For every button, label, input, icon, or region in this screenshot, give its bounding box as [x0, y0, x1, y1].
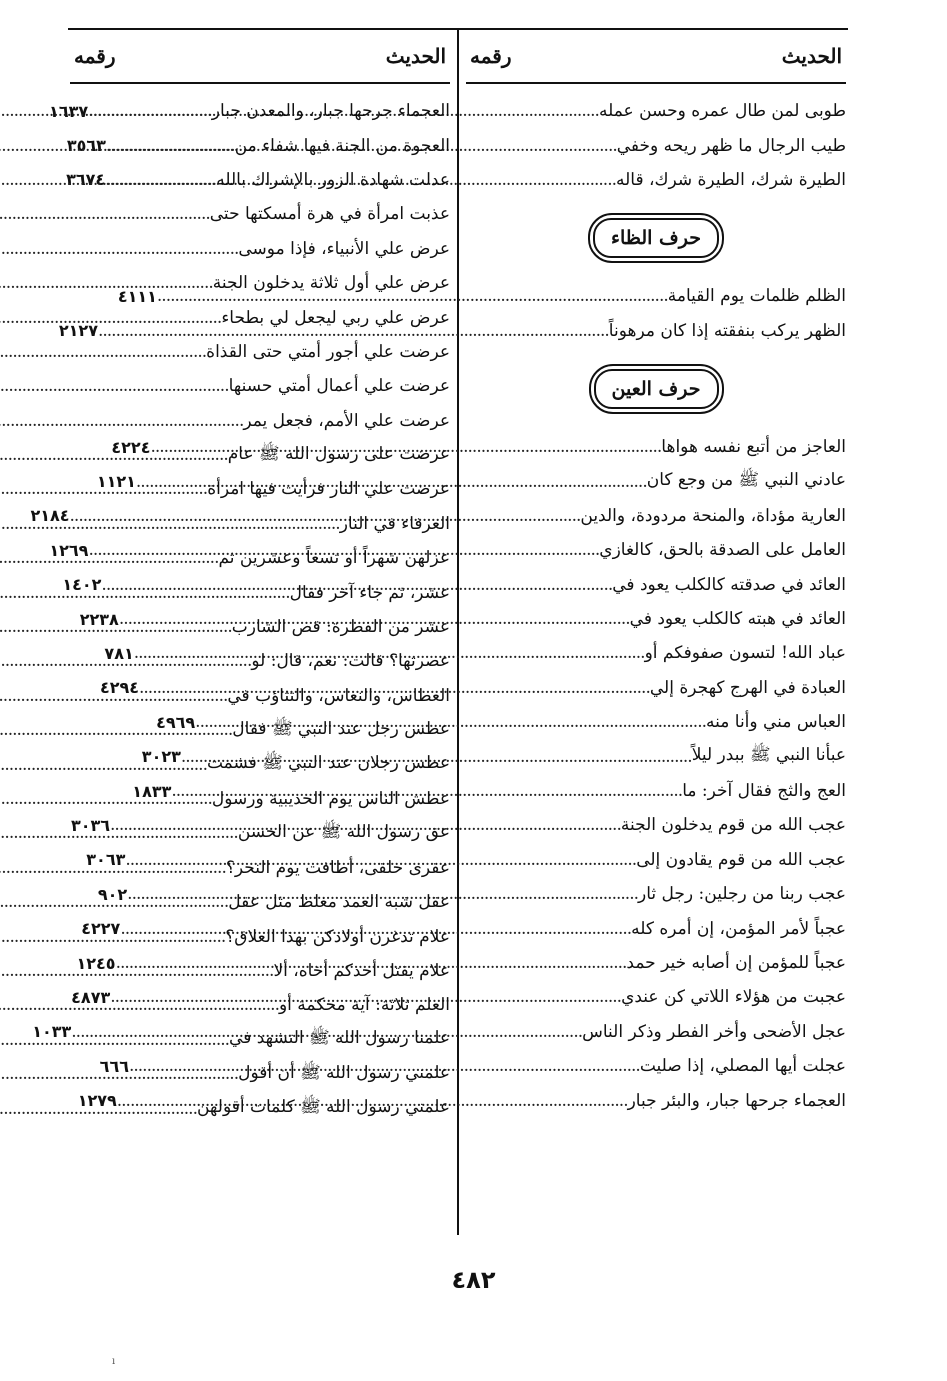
section-badge: حرف الظاء [593, 218, 719, 258]
index-entry: الظلم ظلمات يوم القيامة ..... ٤١١١ [466, 279, 846, 313]
index-entry: عرضت علي أجور أمتي حتى القذاة ..... [70, 335, 450, 369]
index-entry: علام تدغرن أولادكن بهذا العلاق؟ ..... [70, 919, 450, 953]
index-entry: العجماء جرحها جبار، والبئر جبار ..... ١٢٧٩ [466, 1083, 846, 1117]
index-entry: عرض علي الأنبياء، فإذا موسى ..... [70, 232, 450, 266]
index-entry: العجوة من الجنة فيها شفاء من ..... [70, 128, 450, 162]
column-divider [457, 30, 459, 1235]
index-entry: العارية مؤداة، والمنحة مردودة، والدين ..... ٢١٨٤ [466, 499, 846, 533]
index-entry: عجب ربنا من رجلين: رجل ثار ..... ٩٠٢ [466, 877, 846, 911]
section-badge: حرف العين [594, 369, 719, 409]
index-entry: عشر من الفطرة: قص الشارب ..... [70, 610, 450, 644]
index-entry: العائد في هبته كالكلب يعود في ..... ٢٢٣٨ [466, 602, 846, 636]
index-entry: عجلت أيها المصلي، إذا صليت ..... ٦٦٦ [466, 1049, 846, 1083]
index-entry: عرضت على رسول الله ﷺ عام ..... [70, 438, 450, 472]
index-entry: عباد الله! لتسون صفوفكم أو ..... ٧٨١ [466, 636, 846, 670]
section-heading-ain [466, 348, 846, 430]
hadith-label: الحديث [781, 44, 842, 68]
page-number: ٤٨٢ [451, 1266, 496, 1294]
index-entry: عجب الله من قوم يدخلون الجنة ..... ٣٠٣٦ [466, 808, 846, 842]
column-header [466, 30, 846, 84]
index-entry: عادني النبي ﷺ من وجع كان ..... ١١٢١ [466, 464, 846, 498]
index-entry: عقرى حلقى، أطافت يوم النحر؟ ..... [70, 851, 450, 885]
index-entry: العباس مني وأنا منه ..... ٤٩٦٩ [466, 705, 846, 739]
index-entry: علمني رسول الله ﷺ كلمات أقولهن ..... [70, 1091, 450, 1125]
index-entry: عرض علي أول ثلاثة يدخلون الجنة ..... [70, 266, 450, 300]
index-entry: العج والثج فقال آخر: ما ..... ١٨٣٣ [466, 774, 846, 808]
index-entry: عجل الأضحى وأخر الفطر وذكر الناس ..... ١٠٣٣ [466, 1015, 846, 1049]
index-entry: الظهر يركب بنفقته إذا كان مرهوناً ..... ٢١٢٧ [466, 314, 846, 348]
index-entry: عطس رجلان عند النبي ﷺ فشمت ..... [70, 747, 450, 781]
index-entry: عرضت علي النار فرأيت فيها امرأة ..... [70, 472, 450, 506]
number-label: رقمه [74, 44, 116, 68]
index-entry: عرض علي ربي ليجعل لي بطحاء ..... [70, 300, 450, 334]
index-entry: عدلت شهادة الزور بالإشراك بالله ..... [70, 163, 450, 197]
index-entry: علمني رسول الله ﷺ أن أقول ..... [70, 1057, 450, 1091]
index-list [70, 84, 450, 1126]
index-entry: العجماء جرحها جبار، والمعدن جبار ..... [70, 94, 450, 128]
index-entry: العطاس، والنعاس، والتثاؤب في ..... [70, 679, 450, 713]
section-heading-zah [466, 197, 846, 279]
index-entry: عقل شبه العمد مغلظ مثل عقل ..... [70, 885, 450, 919]
index-entry: عجب الله من قوم يقادون إلى ..... ٣٠٦٣ [466, 843, 846, 877]
column-header [70, 30, 450, 84]
index-entry: العبادة في الهرج كهجرة إلي ..... ٤٢٩٤ [466, 671, 846, 705]
scan-mark: ı [112, 1356, 116, 1367]
number-label: رقمه [470, 44, 512, 68]
index-entry: العاجز من أتبع نفسه هواها ..... ٤٢٢٤ [466, 430, 846, 464]
index-entry: العرفاء في النار ..... [70, 507, 450, 541]
index-entry: عرضت علي الأمم، فجعل يمر ..... [70, 404, 450, 438]
index-entry: عطش الناس يوم الحديبية ورسول ..... [70, 782, 450, 816]
index-entry: علمنا رسول الله ﷺ التشهد في ..... [70, 1023, 450, 1057]
index-entry: عبأنا النبي ﷺ ببدر ليلاً ..... ٣٠٢٣ [466, 739, 846, 773]
index-entry: العامل على الصدقة بالحق، كالغازي ..... ١٢٦٩ [466, 533, 846, 567]
index-entry: عق رسول الله ﷺ عن الحسن ..... [70, 816, 450, 850]
index-entry: الطيرة شرك، الطيرة شرك، قاله ..... ٣٦٧٤ [466, 163, 846, 197]
index-entry: عجباً لأمر المؤمن، إن أمره كله ..... ٤٢٢٧ [466, 911, 846, 945]
index-entry: عشر، ثم جاء آخر فقال ..... [70, 575, 450, 609]
index-entry: عذبت امرأة في هرة أمسكتها حتى ..... [70, 197, 450, 231]
index-entry: العائد في صدقته كالكلب يعود في ..... ١٤٠٢ [466, 568, 846, 602]
index-entry: عزلهن شهراً أو تسعاً وعشرين ثم ..... [70, 541, 450, 575]
index-entry: عجباً للمؤمن إن أصابه خير حمد ..... ١٢٤٥ [466, 946, 846, 980]
index-entry: عطس رجل عند النبي ﷺ فقال ..... [70, 713, 450, 747]
index-entry: عجبت من هؤلاء اللاتي كن عندي ..... ٤٨٧٣ [466, 980, 846, 1014]
left-column [70, 30, 450, 1126]
index-entry: العلم ثلاثة: آية محكمة أو ..... [70, 988, 450, 1022]
index-entry: طيب الرجال ما ظهر ريحه وخفي ..... ٣٥٦٣ [466, 128, 846, 162]
index-entry: طوبى لمن طال عمره وحسن عمله ..... ١٦٣٧ [466, 94, 846, 128]
index-entry: علام يقتل أحدكم أخاه، ألا ..... [70, 954, 450, 988]
index-entry: عصرتها؟ قالت: نعم، قال: لو ..... [70, 644, 450, 678]
hadith-label: الحديث [385, 44, 446, 68]
index-entry: عرضت علي أعمال أمتي حسنها ..... [70, 369, 450, 403]
